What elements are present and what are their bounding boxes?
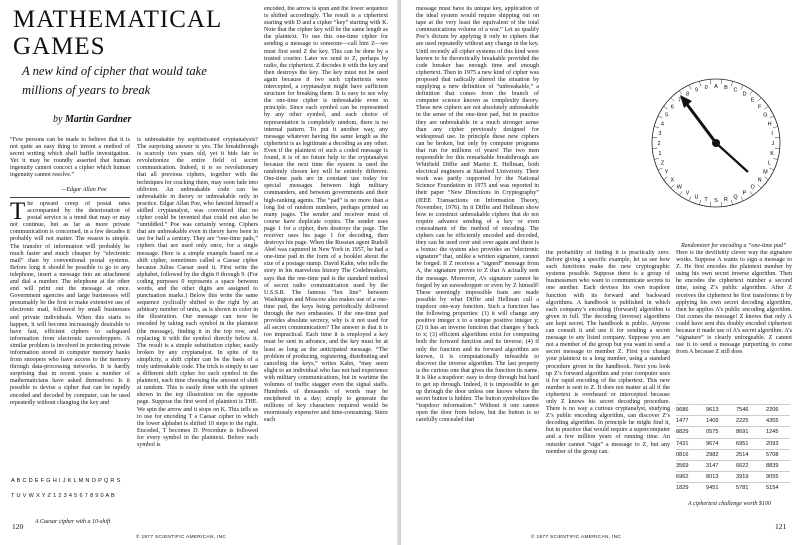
dial-letter: O bbox=[750, 184, 755, 191]
dial-tick bbox=[764, 106, 768, 109]
table-cell: 1829 bbox=[676, 485, 689, 492]
table-row bbox=[676, 460, 790, 471]
spinner-arrow bbox=[677, 95, 748, 172]
table-cell: 2225 bbox=[736, 418, 749, 425]
left-column-3-text: encoded, the arrow is spun and the lower sequence is shifted accordingly. The result is a ciphertext starting with D and a cipher “key” starting with K. Note that the cipher key will be the same length as the plaintext. To use this one-time cipher for sending a message to someone—call him Z—we must first send Z the key. This can be done by a trusted courier. Later we send to Z, perhaps by radio, the ciphertext. Z decodes it with the key and then destroys the key. The key must not be used again because if two such ciphertexts were intercepted, a cryptanalyst might have sufficient structure for breaking them. It is easy to see why the one-time cipher is unbreakable even in principle. Since each symbol can be represented by any other symbol, and each choice of representation is completely random, there is no internal pattern. To put it another way, any message whatever having the same length as the ciphertext is as legitimate a decoding as any other. Even if the plaintext of such a coded message is found, it is of no future help to the cryptanalyst because the next time the system is used the randomly chosen key will be entirely different. One-time pads are in constant use today for special messages between high military commanders, and between governments and their high-ranking agents. The “pad” is no more than a long list of random numbers, perhaps printed on many pages. The sender and receiver must of course have duplicate copies. The sender uses page 1 for a cipher, then destroys the page. The receiver uses his page 1 for decoding, then destroys his page. When the Russian agent Rudolf Abel was captured in New York in 1957, he had a one-time pad in the form of a booklet about the size of a postage stamp. David Kahn, who tells the story in his marvelous history The Codebreakers, says that the one-time pad is the standard method of secret radio communication used by the U.S.S.R. The famous “hot line” between Washington and Moscow also makes use of a one-time pad, the keys being periodically delivered through the two embassies. If the one-time pad provides absolute secrecy, why is it not used for all secret communication? The answer is that it is too impractical. Each time it is employed a key must be sent in advance, and the key must be at least as long as the anticipated message. “The problem of producing, registering, distributing and canceling the keys,” writes Kahn, “may seem slight to an individual who has not had experience with military communications, but in wartime the volumes of traffic stagger even the signal staffs. Hundreds of thousands of words may be enciphered in a day; simply to generate the millions of key characters required would be enormously expensive and time-consuming. Since each bbox=[264, 6, 388, 424]
dial-letter: 4 bbox=[660, 121, 664, 128]
table-cell: 5708 bbox=[766, 451, 779, 458]
table-row bbox=[676, 426, 790, 437]
dial-letter: K bbox=[770, 150, 774, 157]
dial-letter: V bbox=[685, 190, 690, 197]
author-name: Martin Gardner bbox=[64, 114, 132, 125]
dial-letter: 1 bbox=[658, 150, 662, 157]
dial-letter: Y bbox=[664, 169, 669, 176]
table-cell: 6962 bbox=[676, 474, 689, 481]
dial-tick bbox=[679, 191, 682, 195]
table-cell: 7546 bbox=[736, 407, 749, 414]
left-column-1-text: he upward creep of postal rates accompanied by the deterioration of postal service is a trend that may or may not continue, but as far as more private communication is concerned, in a few decades it probably will not matter. The reason is simple. The transfer of information will probably be much faster and much cheaper by “electronic mail” than by conventional postal systems. Before long it should be possible to go to any telephone, insert a message into an attachment and dial a number. The telephone at the other end will print out the message at once. Government agencies and large businesses will presumably be the first to make extensive use of electronic mail, followed by small businesses and private individuals. When this starts to happen, it will become increasingly desirable to have fast, efficient ciphers to safeguard information from electronic eavesdroppers. A similar problem is involved in protecting private information stored in computer memory banks from snoopers who have access to the memory through data-processing networks. It is hardly surprising that in recent years a number of mathematicians have asked themselves: Is it possible to devise a cipher that can be rapidly encoded and decoded by computer, can be used repeatedly without changing the key and bbox=[10, 201, 130, 406]
dial-letter: N bbox=[757, 177, 762, 184]
dial-tick bbox=[664, 177, 668, 180]
cipher-caption: A Caesar cipher with a 10-shift bbox=[35, 519, 111, 525]
dial-letter: 5 bbox=[665, 112, 669, 119]
right-column-2-text: the probability of finding it is practically zero. Before giving a specific example, let us see how such functions make the new cryptographic systems possible. Suppose there is a group of businessmen who want to communicate secrets to one another. Each devises his own trapdoor function with its forward and backward algorithms. A handbook is published in which each company’s encoding (forward) algorithm is given in full. The decoding (inverse) algorithms are kept secret. The handbook is public. Anyone can consult it and use it for sending a secret message to any listed company. Suppose you are not a member of the group but you want to send a secret message to member Z. First you change your plaintext to a long number, using a standard procedure given in the handbook. Next you look up Z’s forward algorithm and your computer uses it for rapid encoding of the ciphertext. This new number is sent to Z. It does not matter at all if the ciphertext is overheard or intercepted because only Z knows his secret decoding procedure. There is no way a curious cryptanalyst, studying Z’s public encoding algorithm, can discover Z’s decoding algorithm. In principle he might find it, but in practice that would require a supercomputer and a few million years of running time. An outsider cannot “sign” a message to Z, but any member of the group can. bbox=[546, 250, 670, 455]
dial-letter: 3 bbox=[658, 131, 662, 138]
dial-tick bbox=[699, 81, 700, 86]
dial-tick bbox=[654, 158, 659, 159]
table-cell: 2514 bbox=[736, 451, 749, 458]
left-column-2-text: is unbreakable by sophisticated cryptanalysis? The surprising answer is yes. The breakthrough is scarcely two years old, yet it bids fair to revolutionize the entire field of secret communication. Indeed, it is so revolutionary that all previous ciphers, together with the techniques for cracking them, may soon fade into oblivion. An unbreakable code can be unbreakable in theory or unbreakable only in practice. Edgar Allan Poe, who fancied himself a skilled cryptanalyst, was convinced that no cipher could be invented that could not also be “unriddled.” Poe was certainly wrong. Ciphers that are unbreakable even in theory have been in use for half a century. They are “one-time pads,” ciphers that are used only once, for a single message. Here is a simple example based on a shift cipher, sometimes called a Caesar cipher because Julius Caesar used it. First write the alphabet, followed by the digits 0 through 9. (For coding purposes 0 represents a space between words, and the other digits are assigned to punctuation marks.) Below this write the same sequence cyclically shifted to the right by an arbitrary number of units, as is shown in color in the illustration. Our message can now be encoded by taking each symbol in the plaintext (the message), finding it in the top row, and replacing it with the symbol directly below it. The result is a simple substitution cipher, easily broken by any cryptanalyst. In spite of its simplicity, a shift cipher can be the basis of a truly unbreakable code. The trick is simply to use a different shift cipher for each symbol in the plaintext, each time choosing the amount of shift at random. This is easily done with the spinner shown in the top illustration on the opposite page. Suppose the first word of plaintext is THE. We spin the arrow and it stops on K. This tells us to use for encoding T a Caesar cipher in which the lower alphabet is shifted 10 steps to the right. Encoded, T becomes D. Procedure is followed for every symbol in the plaintext. Before each symbol is bbox=[137, 137, 258, 449]
dial-letter: 0 bbox=[704, 84, 708, 91]
dial-tick bbox=[773, 158, 778, 159]
table-cell: 3919 bbox=[736, 474, 749, 481]
table-cell: 8013 bbox=[706, 474, 719, 481]
table-cell: 5154 bbox=[766, 485, 779, 492]
dial-letter: 6 bbox=[670, 104, 674, 111]
left-column-3 bbox=[264, 6, 388, 525]
dial-tick bbox=[689, 196, 691, 201]
byline bbox=[53, 114, 131, 125]
dial-letter: J bbox=[771, 141, 775, 147]
page-number-left: 120 bbox=[12, 522, 24, 531]
dial-tick bbox=[731, 81, 732, 86]
table-cell: 1409 bbox=[706, 418, 719, 425]
dial-tick bbox=[758, 98, 762, 102]
table-cell: 8839 bbox=[766, 463, 779, 470]
epigraph: “Few persons can be made to believe that it is not quite an easy thing to invent a method of secret writing which shall baffle investigation. Yet it may be roundly asserted that human ingenuity cannot concoct a cipher which human ingenuity cannot resolve.” bbox=[10, 137, 130, 179]
dial-tick bbox=[750, 91, 753, 95]
dial-tick bbox=[769, 116, 774, 118]
page-number-right: 121 bbox=[775, 522, 787, 531]
table-row bbox=[676, 438, 790, 449]
dial-letter: S bbox=[714, 198, 718, 204]
dial-tick bbox=[689, 85, 691, 90]
right-column-2 bbox=[546, 250, 670, 525]
ciphertext-caption: A ciphertext challenge worth $100 bbox=[688, 501, 771, 507]
article-subtitle: A new kind of cipher that would take millions of years to break bbox=[22, 64, 207, 97]
dial-tick bbox=[658, 168, 663, 170]
cipher-top-row: A B C D E F G H I J K L M N O P Q R S bbox=[11, 478, 121, 484]
dial-tick bbox=[658, 116, 663, 118]
drop-cap: T bbox=[10, 201, 26, 225]
right-column-1-text: message must have its unique key, application of the ideal system would require shipping out on tape at the very least the equivalent of the total communications volume of a war.” Let us qualify Poe’s dictum by applying it only to ciphers that are used repeatedly without any change in the key. Until recently all cipher systems of this kind were known to be theoretically breakable provided the code breaker has enough time and enough ciphertext. Then in 1975 a new kind of cipher was proposed that radically altered the situation by supplying a new definition of “unbreakable,” a definition that comes from the branch of computer science known as complexity theory. These new ciphers are not absolutely unbreakable in the sense of the one-time pad, but in practice they are unbreakable in a much stronger sense than any cipher previously designed for widespread use. In principle these new ciphers can be broken, but only by computer programs that run for millions of years! The two men responsible for this remarkable breakthrough are Whitfield Diffie and Martin E. Hellman, both electrical engineers at Stanford University. Their work was partly supported by the National Science Foundation in 1975 and was reported in their paper “New Directions in Cryptography” (IEEE Transactions on Information Theory, November, 1976). In it Diffie and Hellman show how to construct unbreakable ciphers that do not require advance sending of a key or even concealment of the method of encoding. The ciphers can be efficiently encoded and decoded, they can be used over and over again and there is a bonus: the system also provides an “electronic signature” that, unlike a written signature, cannot be forged. If Z receives a “signed” message from A, the signature proves to Z that A actually sent the message. Moreover, A’s signature cannot be forged by an eavesdropper or even by Z himself! These seemingly impossible feats are made possible by what Diffie and Hellman call a trapdoor one-way function. Such a function has the following properties: (1) it will change any positive integer x to a unique positive integer y; (2) it has an inverse function that changes y back to x; (3) efficient algorithms exist for computing both the forward function and its inverse; (4) if only the function and its forward algorithm are known, it is computationally infeasible to discover the inverse algorithm. The last property is the curious one that gives the function its name. It is like a trapdoor: easy to drop through but hard to get up through. Indeed, it is impossible to get up through the door unless one knows where the secret button is hidden. The button symbolizes the “trapdoor information.” Without it one cannot open the door from below, but the button is so carefully concealed that bbox=[416, 6, 539, 424]
copyright-left: © 1977 SCIENTIFIC AMERICAN, INC bbox=[136, 535, 227, 540]
dial-letter: T bbox=[704, 197, 708, 204]
table-row bbox=[676, 471, 790, 482]
cipher-bottom-row: T U V W X Y Z 1 2 3 4 5 6 7 8 9 0 A B bbox=[11, 493, 116, 499]
table-cell: 4355 bbox=[766, 418, 779, 425]
ciphertext-table bbox=[676, 404, 790, 494]
table-cell: 6951 bbox=[736, 440, 749, 447]
table-cell: 2206 bbox=[766, 407, 779, 414]
left-page bbox=[0, 0, 399, 545]
left-column-1 bbox=[10, 201, 130, 471]
copyright-right: © 1977 SCIENTIFIC AMERICAN, INC bbox=[531, 535, 622, 540]
right-column-3-text: Here is the devilishly clever way the signature works. Suppose A wants to sign a message to Z. He first encodes the plaintext number by using his own secret inverse algorithm. Then he encodes the ciphertext number a second time, using Z’s public algorithm. After Z receives the ciphertext he first transforms it by applying his own secret decoding algorithm, then he applies A’s public encoding algorithm. Out comes the message! Z knows that only A could have sent this doubly encoded ciphertext because it made use of A’s secret algorithm. A’s “signature” is clearly unforgeable. Z cannot use it to send a message purporting to come from A because Z still does bbox=[676, 250, 792, 356]
table-cell: 5781 bbox=[736, 485, 749, 492]
table-cell: 9613 bbox=[706, 407, 719, 414]
dial-tick bbox=[769, 168, 774, 170]
table-cell: 9686 bbox=[676, 407, 689, 414]
dial-letter: W bbox=[676, 184, 682, 191]
dial-letter: I bbox=[771, 131, 773, 138]
dial-letter: C bbox=[733, 87, 738, 94]
dial-letter: H bbox=[767, 121, 772, 128]
dial-letter: F bbox=[757, 104, 762, 111]
table-cell: 3147 bbox=[706, 463, 719, 470]
caesar-cipher-figure bbox=[11, 478, 131, 512]
table-row bbox=[676, 482, 790, 493]
dial-letter: 8 bbox=[685, 91, 690, 98]
table-cell: 2093 bbox=[766, 440, 779, 447]
dial-letter: R bbox=[723, 197, 728, 204]
dial-tick bbox=[699, 200, 700, 205]
dial-letter: Z bbox=[660, 160, 665, 167]
dial-letter: L bbox=[768, 160, 772, 167]
dial-letter: A bbox=[714, 84, 718, 90]
dial-tick bbox=[654, 126, 659, 127]
table-cell: 0816 bbox=[676, 451, 689, 458]
table-cell: 9674 bbox=[706, 440, 719, 447]
dial-letter: 7 bbox=[677, 97, 681, 104]
dial-tick bbox=[758, 185, 762, 189]
dial-letter: E bbox=[750, 97, 755, 104]
dial-tick bbox=[671, 98, 675, 102]
table-cell: 8829 bbox=[676, 429, 689, 436]
dial-tick bbox=[671, 185, 675, 189]
dial-tick bbox=[731, 200, 732, 205]
table-cell: 0575 bbox=[706, 429, 719, 436]
dial-letter: D bbox=[742, 91, 747, 98]
dial-tick bbox=[679, 91, 682, 95]
table-row bbox=[676, 415, 790, 426]
table-cell: 1477 bbox=[676, 418, 689, 425]
dial-letter: M bbox=[763, 169, 768, 176]
left-column-2 bbox=[137, 137, 258, 525]
table-cell: 8691 bbox=[736, 429, 749, 436]
table-row bbox=[676, 404, 790, 415]
dial-tick bbox=[750, 191, 753, 195]
table-cell: 6622 bbox=[736, 463, 749, 470]
table-cell: 9055 bbox=[766, 474, 779, 481]
epigraph-rule bbox=[10, 197, 130, 198]
right-column-3 bbox=[676, 250, 792, 378]
table-row bbox=[676, 449, 790, 460]
randomizer-dial bbox=[649, 48, 783, 238]
column-title: MATHEMATICAL GAMES bbox=[13, 6, 222, 60]
epigraph-attribution: —Edgar Allan Poe bbox=[61, 187, 107, 193]
dial-letter: X bbox=[670, 177, 675, 184]
dial-letter: Q bbox=[733, 194, 738, 201]
table-cell: 9451 bbox=[706, 485, 719, 492]
table-cell: 2982 bbox=[706, 451, 719, 458]
dial-tick bbox=[773, 126, 778, 127]
dial-tick bbox=[764, 177, 768, 180]
dial-tick bbox=[741, 85, 743, 90]
dial-letter: G bbox=[763, 112, 768, 119]
dial-letter: B bbox=[724, 84, 728, 91]
dial-caption: Randomizer for encoding a “one-time pad” bbox=[681, 243, 787, 249]
dial-letter: U bbox=[694, 194, 699, 201]
table-cell: 7431 bbox=[676, 440, 689, 447]
byline-prefix: by bbox=[53, 114, 63, 125]
dial-letter: P bbox=[742, 190, 747, 197]
right-column-1 bbox=[416, 6, 539, 521]
table-cell: 3569 bbox=[676, 463, 689, 470]
table-cell: 1245 bbox=[766, 429, 779, 436]
dial-tick bbox=[741, 196, 743, 201]
dial-letter: 9 bbox=[694, 87, 699, 94]
dial-tick bbox=[664, 106, 668, 109]
dial-letter: 2 bbox=[657, 141, 661, 147]
